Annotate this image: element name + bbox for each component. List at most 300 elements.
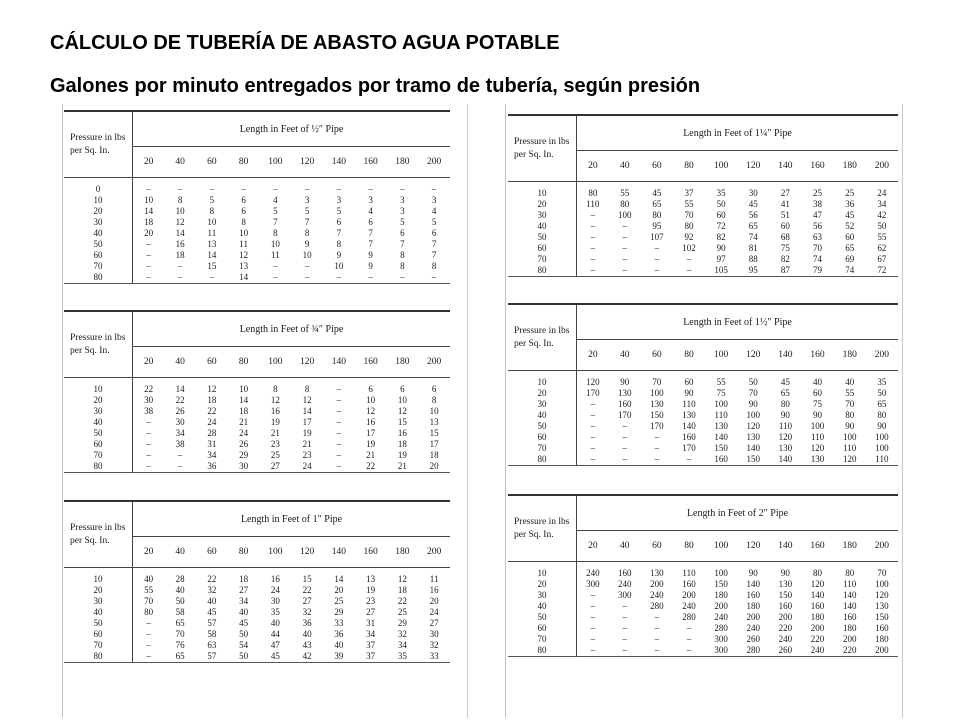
flow-cell: 35 [270,607,280,617]
flow-cell: 23 [366,596,376,606]
flow-cell: 7 [304,217,310,227]
flow-cell: 3 [368,195,373,205]
flow-cell: – [622,221,627,231]
flow-cell: 240 [810,645,825,655]
flow-cell: – [336,184,342,194]
flow-cell: 150 [714,579,728,589]
pressure-cell: 50 [64,239,133,250]
flow-cell: 170 [617,410,632,420]
flow-cell: 70 [652,377,662,387]
flow-cell: 110 [586,199,600,209]
flow-cell: 21 [302,439,312,449]
flow-cell: 110 [682,399,696,409]
table-row [508,623,898,634]
flow-cell: 10 [366,395,376,405]
flow-cell: 22 [144,384,154,394]
flow-cell: 40 [270,618,280,628]
pressure-cell: 30 [64,406,133,417]
flow-cell: 58 [175,607,185,617]
length-header: 120 [737,531,769,562]
pressure-cell: 40 [64,228,133,239]
flow-cell: 24 [877,188,887,198]
flow-cell: 18 [144,217,154,227]
flow-cell: – [590,432,596,442]
flow-cell: 180 [746,601,761,611]
length-header: 140 [323,347,355,378]
flow-cell: 16 [397,428,407,438]
length-header: 200 [866,151,898,182]
flow-cell: 8 [177,195,183,205]
flow-cell: – [590,601,596,611]
flow-cell: – [590,399,596,409]
table-row [64,428,450,439]
pressure-cell: 40 [508,221,577,232]
flow-cell: 42 [877,210,887,220]
pressure-cell: 40 [64,417,133,428]
flow-cell: – [686,254,692,264]
flow-cell: – [146,250,151,260]
flow-cell: 10 [429,406,439,416]
length-header: 100 [260,147,292,178]
flow-cell: 200 [875,645,889,655]
flow-cell: – [686,265,692,275]
flow-cell: 37 [684,188,694,198]
flow-cell: 18 [207,395,217,405]
flow-cell: – [146,239,151,249]
flow-cell: 8 [400,250,405,260]
length-header: 140 [323,537,355,568]
table-row [508,454,898,466]
table-caption: Length in Feet of 2″ Pipe [577,495,899,531]
length-header: 180 [834,340,866,371]
table-row [508,399,898,410]
flow-cell: 19 [302,428,312,438]
flow-cell: 6 [368,217,373,227]
pressure-cell: 50 [64,428,133,439]
flow-cell: 200 [682,590,696,600]
flow-cell: 30 [429,629,439,639]
table-row [508,254,898,265]
flow-cell: – [146,450,151,460]
flow-cell: 3 [431,195,437,205]
flow-cell: – [336,461,342,471]
flow-cell: 20 [334,585,344,595]
flow-cell: 32 [397,629,407,639]
flow-cell: – [622,243,627,253]
table-row [64,629,450,640]
flow-cell: 74 [748,232,758,242]
flow-cell: 90 [845,421,855,431]
flow-cell: 140 [682,421,696,431]
length-header: 120 [291,537,323,568]
table-caption: Length in Feet of 1″ Pipe [133,501,451,537]
flow-cell: 22 [175,395,185,405]
pressure-cell: 30 [64,217,133,228]
flow-cell: 11 [271,250,280,260]
length-header: 160 [355,347,387,378]
flow-cell: 200 [810,623,825,633]
table-row [508,432,898,443]
flow-cell: 76 [175,640,185,650]
flow-cell: 17 [366,428,376,438]
flow-cell: 130 [617,388,632,398]
flow-cell: 110 [875,454,889,464]
flow-cell: 16 [429,585,439,595]
pipe-table-one-inch [64,500,450,663]
length-header: 160 [801,531,833,562]
flow-cell: 17 [429,439,439,449]
flow-cell: 80 [845,410,855,420]
flow-cell: 150 [714,443,728,453]
flow-cell: 120 [586,377,600,387]
flow-cell: 70 [144,596,154,606]
length-header: 160 [801,151,833,182]
flow-cell: 55 [716,377,726,387]
flow-cell: 90 [684,388,694,398]
length-header: 180 [834,531,866,562]
flow-cell: 160 [842,612,857,622]
flow-cell: – [336,272,342,282]
flow-cell: 5 [304,206,310,216]
pressure-cell: 60 [508,243,577,254]
flow-cell: 5 [336,206,342,216]
table-caption: Length in Feet of ½″ Pipe [133,111,451,147]
flow-cell: 7 [368,239,373,249]
flow-cell: 140 [714,432,728,442]
flow-cell: 10 [175,206,185,216]
flow-cell: 12 [366,406,376,416]
flow-cell: 60 [813,388,823,398]
flow-cell: 220 [810,634,825,644]
flow-cell: 6 [400,384,405,394]
flow-cell: 72 [877,265,887,275]
pressure-cell: 10 [508,562,577,580]
flow-cell: – [686,645,692,655]
flow-cell: 7 [336,228,342,238]
flow-cell: 55 [845,388,855,398]
flow-cell: – [304,272,310,282]
flow-cell: 75 [813,399,823,409]
flow-cell: 180 [842,623,857,633]
flow-cell: 47 [270,640,280,650]
flow-cell: – [654,265,660,275]
flow-cell: 22 [397,596,407,606]
flow-cell: 42 [302,651,312,661]
flow-cell: 27 [239,585,249,595]
length-header: 60 [641,151,673,182]
flow-cell: 120 [810,579,825,589]
flow-cell: – [273,272,278,282]
flow-cell: 240 [746,623,761,633]
pressure-cell: 0 [64,178,133,196]
flow-cell: – [336,406,342,416]
pressure-cell: 70 [64,261,133,272]
flow-cell: – [590,421,596,431]
pressure-cell: 10 [64,568,133,586]
length-header: 120 [291,147,323,178]
flow-cell: 27 [366,607,376,617]
flow-cell: 90 [813,410,823,420]
page-title: CÁLCULO DE TUBERÍA DE ABASTO AGUA POTABLE [50,32,560,54]
flow-cell: – [622,421,627,431]
flow-cell: 180 [810,612,825,622]
pressure-cell: 50 [64,618,133,629]
length-header: 140 [323,147,355,178]
flow-cell: 160 [810,601,825,611]
flow-cell: 6 [431,228,437,238]
flow-cell: 31 [207,439,217,449]
flow-cell: 37 [366,651,376,661]
flow-cell: 20 [429,596,439,606]
flow-cell: – [177,272,183,282]
flow-cell: 24 [270,585,280,595]
flow-cell: 130 [650,399,664,409]
length-header: 60 [196,537,228,568]
flow-cell: 90 [716,243,726,253]
flow-cell: 9 [304,239,310,249]
flow-cell: 50 [877,221,887,231]
pressure-cell: 20 [64,395,133,406]
flow-cell: 7 [400,239,405,249]
flow-cell: 58 [207,629,217,639]
table-row [508,579,898,590]
table-row [64,195,450,206]
table-row [64,607,450,618]
flow-cell: 24 [207,417,217,427]
flow-cell: – [622,232,627,242]
flow-cell: 4 [273,195,278,205]
flow-cell: – [654,645,660,655]
flow-cell: 8 [273,384,278,394]
flow-cell: 43 [302,640,312,650]
flow-cell: 7 [431,250,437,260]
flow-cell: 180 [875,634,889,644]
length-header: 80 [228,147,260,178]
table-row [508,410,898,421]
flow-cell: 70 [813,243,823,253]
flow-cell: 32 [302,607,312,617]
length-header: 160 [355,147,387,178]
flow-cell: 10 [144,195,154,205]
length-header: 80 [673,340,705,371]
flow-cell: 40 [175,585,185,595]
flow-cell: 22 [366,461,376,471]
flow-cell: 100 [746,410,761,420]
flow-cell: 63 [813,232,823,242]
pressure-cell: 70 [508,443,577,454]
flow-cell: 21 [366,450,376,460]
flow-cell: 14 [239,395,249,405]
flow-cell: 300 [714,645,728,655]
flow-cell: 37 [366,640,376,650]
length-header: 200 [866,340,898,371]
flow-cell: 28 [207,428,217,438]
flow-cell: 11 [429,574,439,584]
flow-cell: – [146,272,151,282]
flow-cell: 30 [270,596,280,606]
flow-cell: 38 [813,199,823,209]
pressure-cell: 60 [64,439,133,450]
flow-cell: 51 [780,210,790,220]
flow-cell: 26 [175,406,185,416]
flow-cell: – [686,634,692,644]
flow-cell: 260 [746,634,761,644]
flow-cell: 10 [239,228,249,238]
pressure-cell: 20 [508,579,577,590]
pressure-header: Pressure in lbs per Sq. In. [64,311,133,378]
pressure-cell: 60 [64,250,133,261]
pressure-cell: 80 [508,645,577,657]
flow-cell: 23 [302,450,312,460]
pressure-cell: 30 [508,210,577,221]
flow-cell: 5 [400,217,405,227]
flow-cell: – [622,623,627,633]
flow-cell: 8 [304,228,310,238]
length-header: 40 [164,147,196,178]
flow-cell: – [590,645,596,655]
flow-cell: 74 [813,254,823,264]
flow-cell: 19 [397,450,407,460]
flow-cell: 21 [270,428,280,438]
flow-cell: 200 [650,579,664,589]
flow-cell: 69 [845,254,855,264]
flow-cell: – [590,410,596,420]
flow-cell: – [146,428,151,438]
table-caption: Length in Feet of 1½″ Pipe [577,304,899,340]
flow-cell: 45 [748,199,758,209]
flow-cell: 62 [877,243,887,253]
length-header: 40 [164,537,196,568]
data-table [64,310,450,473]
flow-cell: 100 [875,432,889,442]
flow-cell: – [336,450,342,460]
flow-cell: 81 [748,243,758,253]
flow-cell: 65 [845,243,855,253]
length-header: 60 [196,347,228,378]
pressure-header: Pressure in lbs per Sq. In. [64,111,133,178]
table-row [64,585,450,596]
flow-cell: 87 [780,265,790,275]
flow-cell: 65 [748,221,758,231]
flow-cell: 13 [366,574,376,584]
flow-cell: 55 [684,199,694,209]
flow-cell: 95 [652,221,662,231]
table-row [508,371,898,389]
flow-cell: – [590,634,596,644]
flow-cell: 80 [684,221,694,231]
table-row [64,568,450,586]
pipe-table-half-inch [64,110,450,284]
table-row [508,634,898,645]
flow-cell: 45 [239,618,249,628]
flow-cell: – [622,432,627,442]
flow-cell: 75 [780,243,790,253]
pressure-cell: 70 [64,450,133,461]
flow-cell: 19 [366,585,376,595]
flow-cell: 102 [682,243,696,253]
flow-cell: 25 [397,607,407,617]
flow-cell: 70 [877,568,887,578]
flow-cell: 80 [144,607,154,617]
pressure-cell: 50 [508,232,577,243]
table-row [64,178,450,196]
flow-cell: 15 [207,261,217,271]
flow-cell: – [177,461,183,471]
length-header: 200 [418,147,450,178]
flow-cell: – [336,439,342,449]
flow-cell: 33 [429,651,439,661]
length-header: 20 [133,537,165,568]
pressure-cell: 10 [64,378,133,396]
flow-cell: 100 [810,421,825,431]
flow-cell: 170 [682,443,696,453]
flow-cell: – [336,384,342,394]
flow-cell: 100 [714,399,728,409]
flow-cell: 90 [780,410,790,420]
flow-cell: 40 [813,377,823,387]
flow-cell: 88 [748,254,758,264]
table-caption: Length in Feet of 1¼″ Pipe [577,115,899,151]
flow-cell: 12 [270,395,280,405]
flow-cell: – [654,623,660,633]
length-header: 180 [834,151,866,182]
flow-cell: – [590,443,596,453]
flow-cell: 80 [652,210,662,220]
flow-cell: 70 [175,629,185,639]
flow-cell: 100 [875,579,889,589]
flow-cell: 240 [650,590,664,600]
length-header: 80 [673,151,705,182]
flow-cell: 3 [400,195,405,205]
flow-cell: 36 [845,199,855,209]
length-header: 140 [769,531,801,562]
flow-cell: 12 [397,574,407,584]
flow-cell: 90 [780,568,790,578]
flow-cell: – [368,272,373,282]
pressure-cell: 70 [508,634,577,645]
flow-cell: 8 [241,217,246,227]
flow-cell: 36 [334,629,344,639]
flow-cell: 280 [682,612,696,622]
data-table [508,303,898,466]
flow-cell: 14 [207,250,217,260]
table-row [64,250,450,261]
flow-cell: 21 [239,417,249,427]
table-row [64,206,450,217]
flow-cell: 70 [684,210,694,220]
flow-cell: 6 [241,206,246,216]
flow-cell: 34 [877,199,887,209]
flow-cell: 34 [175,428,185,438]
flow-cell: 80 [845,568,855,578]
flow-cell: – [590,612,596,622]
flow-cell: 18 [397,439,407,449]
flow-cell: 80 [588,188,598,198]
length-header: 60 [196,147,228,178]
flow-cell: 240 [682,601,696,611]
flow-cell: – [273,184,278,194]
flow-cell: 9 [368,250,373,260]
flow-cell: 25 [334,596,344,606]
flow-cell: 10 [334,261,344,271]
table-row [508,199,898,210]
flow-cell: – [622,454,627,464]
flow-cell: 110 [682,568,696,578]
flow-cell: 34 [239,596,249,606]
flow-cell: 160 [617,568,632,578]
flow-cell: – [590,623,596,633]
flow-cell: 70 [748,388,758,398]
